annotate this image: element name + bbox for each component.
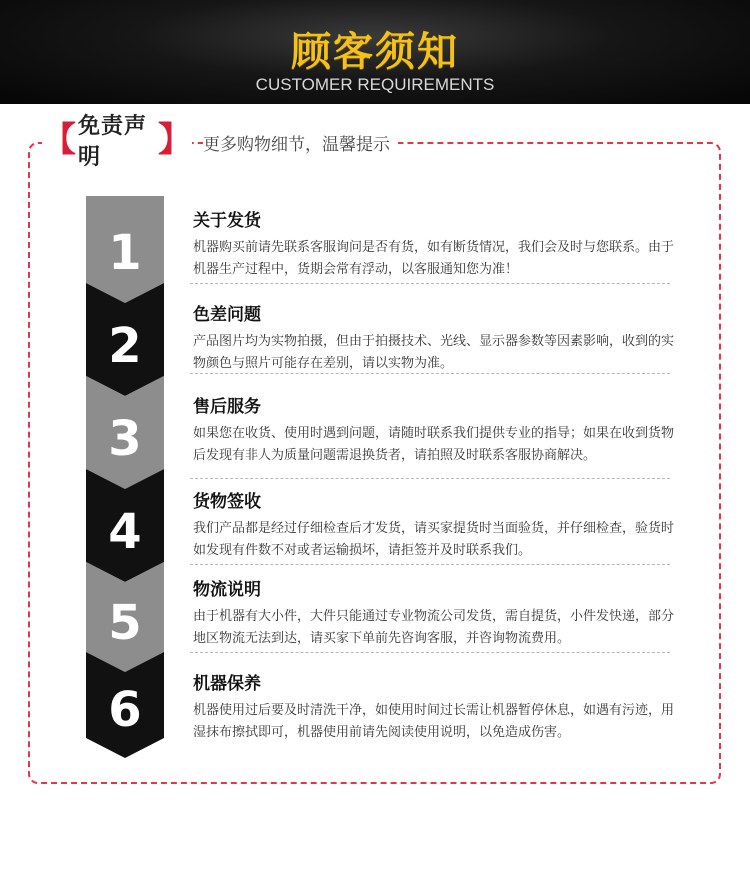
item-text: 由于机器有大小件，大件只能通过专业物流公司发货，需自提货，小件发快递，部分地区物流无法到达，请买家下单前先咨询客服，并咨询物流费用。 <box>193 609 675 646</box>
chevron-1 <box>86 196 164 303</box>
right-bracket: 】 <box>158 120 192 160</box>
divider <box>190 373 670 374</box>
notice-item-3 <box>193 392 683 467</box>
step-number-3: 3 <box>108 411 142 467</box>
step-number-1: 1 <box>108 225 142 281</box>
header-banner <box>0 0 750 104</box>
item-text: 产品图片均为实物拍摄，但由于拍摄技术、光线、显示器参数等因素影响，收到的实物颜色与照片可能存在差别，请以实物为准。 <box>193 334 675 371</box>
item-text: 机器购买前请先联系客服询问是否有货，如有断货情况，我们会及时与您联系。由于机器生产过程中，货期会常有浮动，以客服通知您为准！ <box>193 240 675 277</box>
divider <box>190 283 670 284</box>
step-number-6: 6 <box>108 682 142 738</box>
item-text: 我们产品都是经过仔细检查后才发货，请买家提货时当面验货，并仔细检查，验货时如发现有件数不对或者运输损坏，请拒签并及时联系我们。 <box>193 521 675 558</box>
section-subtitle: 更多购物细节，温馨提示 <box>203 130 398 155</box>
step-number-5: 5 <box>108 595 142 651</box>
section-title: 免责声明 <box>78 113 148 170</box>
notice-item-1 <box>193 206 683 281</box>
notice-item-6 <box>193 669 683 744</box>
divider <box>190 478 670 479</box>
item-title: 色差问题 <box>193 305 261 325</box>
section-label <box>42 113 192 170</box>
item-text: 如果您在收货、使用时遇到问题，请随时联系我们提供专业的指导；如果在收到货物后发现有非人为质量问题需退换货者，请拍照及时联系客服协商解决。 <box>193 426 675 463</box>
step-number-4: 4 <box>108 504 142 560</box>
step-number-2: 2 <box>108 318 142 374</box>
divider <box>190 564 670 565</box>
item-title: 售后服务 <box>193 397 261 417</box>
item-title: 货物签收 <box>193 492 261 512</box>
item-text: 机器使用过后要及时清洗干净，如使用时间过长需让机器暂停休息，如遇有污迹，用湿抹布擦拭即可，机器使用前请先阅读使用说明，以免造成伤害。 <box>193 703 675 740</box>
banner-title: 顾客须知 <box>291 29 459 75</box>
notice-item-4 <box>193 487 683 562</box>
item-title: 机器保养 <box>193 674 261 694</box>
notice-item-5 <box>193 575 683 650</box>
notice-item-2 <box>193 300 683 375</box>
step-chevrons <box>86 196 164 758</box>
divider <box>190 652 670 653</box>
item-title: 物流说明 <box>193 580 261 600</box>
left-bracket: 【 <box>42 120 76 160</box>
item-title: 关于发货 <box>193 211 261 231</box>
banner-subtitle: CUSTOMER REQUIREMENTS <box>255 75 495 94</box>
